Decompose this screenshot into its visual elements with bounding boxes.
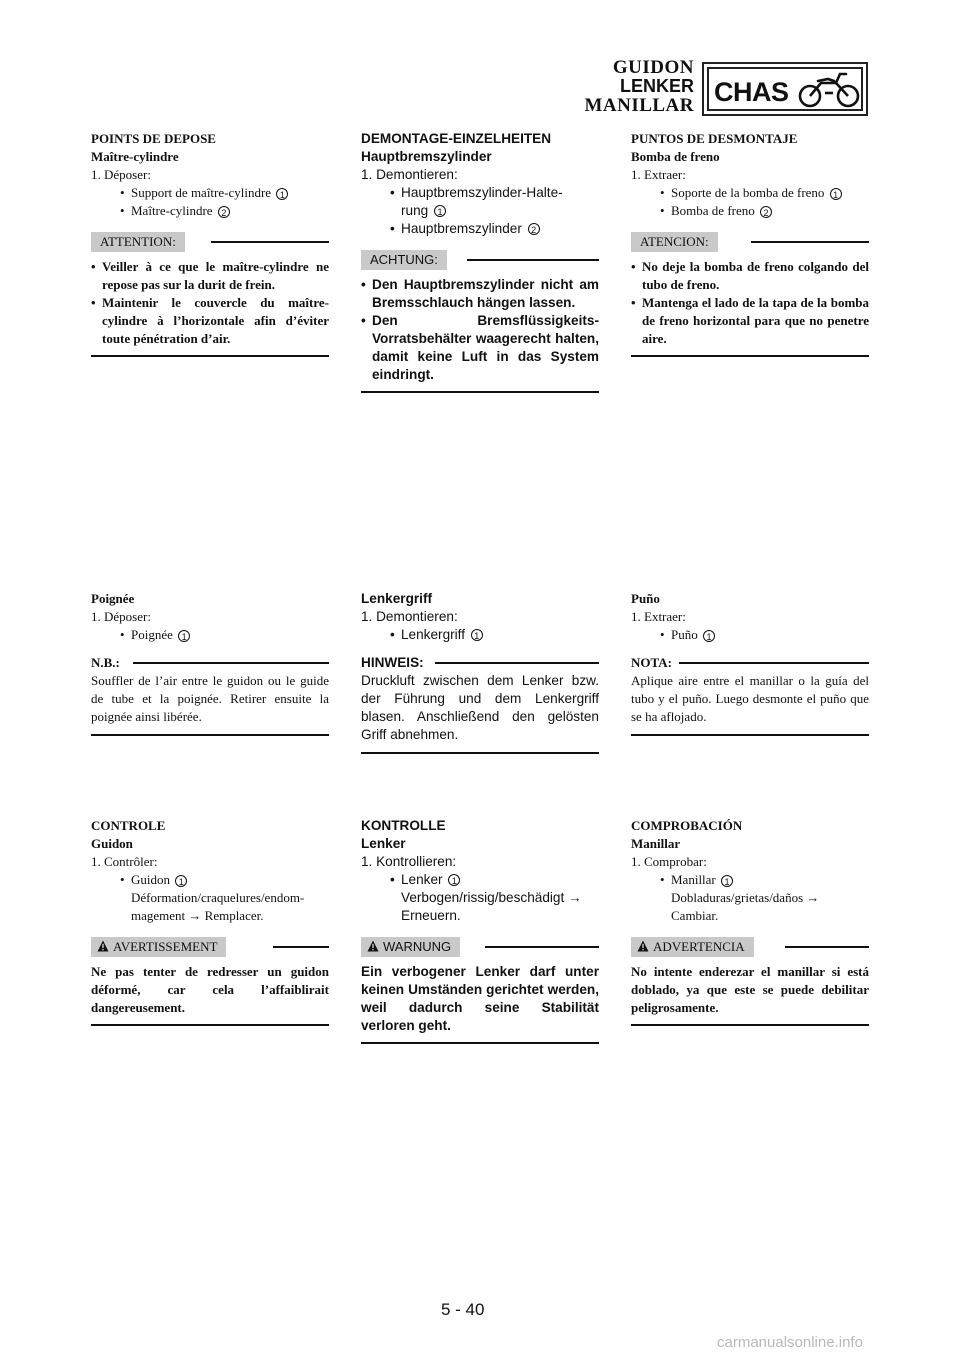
es-heading-sub: Manillar — [631, 836, 681, 851]
fr-detail-line: magement → Remplacer. — [131, 908, 264, 923]
es-caution-body — [631, 258, 869, 348]
es-step: 1. Comprobar: — [631, 854, 707, 869]
callout-number: 1 — [276, 188, 288, 200]
caution-bullet: • Maintenir le couvercle du maître-cylindre à l’horizontale afin d’éviter toute pénétration d’air. — [91, 294, 329, 348]
warning-label: WARNUNG — [383, 939, 452, 954]
rule-line — [91, 1024, 329, 1026]
watermark: carmanualsonline.info — [717, 1334, 863, 1351]
rule-line — [211, 241, 329, 243]
de-detail-line: Verbogen/rissig/beschädigt → — [401, 890, 582, 905]
warning-icon — [97, 940, 109, 952]
title-es: MANILLAR — [584, 95, 694, 116]
fr-bullet-item — [91, 626, 329, 644]
fr-bullet-item — [91, 871, 329, 889]
de-section-check — [361, 817, 599, 1044]
fr-section-check — [91, 817, 329, 1026]
de-heading-sub: Lenker — [361, 836, 406, 851]
fr-section-grip — [91, 590, 329, 736]
de-caution-header — [361, 250, 599, 272]
callout-number: 1 — [175, 875, 187, 887]
de-bullet-continuation — [361, 202, 599, 220]
note-label: HINWEIS: — [361, 654, 430, 672]
es-caution-header — [631, 232, 869, 254]
es-heading-main: PUNTOS DE DESMONTAJE — [631, 131, 798, 146]
fr-caution-header — [91, 232, 329, 254]
de-warning-header — [361, 937, 599, 959]
warning-badge — [91, 937, 226, 957]
es-bullet-text: Manillar — [671, 872, 716, 887]
fr-bullet-text: Guidon — [131, 872, 170, 887]
es-heading-main: COMPROBACIÓN — [631, 818, 743, 833]
es-step: 1. Extraer: — [631, 167, 686, 182]
rule-line — [631, 355, 869, 357]
rule-line — [467, 259, 599, 261]
es-warning-text: No intente enderezar el manillar si está doblado, ya que este se puede debilitar peligrosamente. — [631, 964, 869, 1015]
rule-line — [91, 355, 329, 357]
de-note-text: Druckluft zwischen dem Lenker bzw. der Führung und dem Lenkergriff blasen. Anschließend den gelösten Griff abnehmen. — [361, 673, 599, 742]
rule-line — [679, 662, 869, 664]
header-titles — [584, 58, 694, 115]
es-note-header — [631, 654, 869, 672]
callout-number: 2 — [528, 223, 540, 235]
callout-number: 1 — [448, 874, 460, 886]
rule-line — [631, 734, 869, 736]
caution-bullet: • No deje la bomba de freno colgando del tubo de freno. — [631, 258, 869, 294]
fr-caution-body — [91, 258, 329, 348]
rule-line — [631, 1024, 869, 1026]
de-warning-text: Ein verbogener Lenker darf unter keinen Umständen gerichtet werden, weil dadurch seine Stabilität verloren geht. — [361, 964, 599, 1033]
warning-label: ADVERTENCIA — [653, 939, 745, 954]
de-note-header — [361, 654, 599, 672]
fr-note-header — [91, 654, 329, 672]
es-section-check — [631, 817, 869, 1026]
fr-bullet-text: Poignée — [131, 627, 173, 642]
de-caution-body — [361, 276, 599, 384]
warning-badge — [631, 937, 754, 957]
callout-number: 1 — [434, 205, 446, 217]
es-heading-sub: Bomba de freno — [631, 149, 720, 164]
fr-bullet-item — [91, 184, 329, 202]
fr-note-text: Souffler de l’air entre le guidon ou le guide de tube et la poignée. Retirer ensuite la poignée ainsi libérée. — [91, 673, 329, 724]
es-bullet-item — [631, 184, 869, 202]
es-detail-line: Cambiar. — [671, 908, 719, 923]
de-heading-main: KONTROLLE — [361, 818, 446, 833]
caution-bullet: • Mantenga el lado de la tapa de la bomba de freno horizontal para que no penetre aire. — [631, 294, 869, 348]
fr-heading-sub: Guidon — [91, 836, 133, 851]
de-step: 1. Demontieren: — [361, 167, 458, 182]
warning-badge — [361, 937, 460, 957]
warning-icon — [367, 940, 379, 952]
callout-number: 1 — [178, 630, 190, 642]
fr-step: 1. Contrôler: — [91, 854, 158, 869]
de-section-removal — [361, 130, 599, 393]
fr-warning-header — [91, 937, 329, 959]
de-bullet-item — [361, 220, 599, 238]
rule-line — [91, 734, 329, 736]
de-bullet-text: Lenkergriff — [401, 627, 465, 642]
fr-warning-text: Ne pas tenter de redresser un guidon déformé, car cela l’affaiblirait dangereusement. — [91, 964, 329, 1015]
de-bullet-text: Lenker — [401, 872, 443, 887]
caution-bullet: • Den Bremsflüssigkeits-Vorratsbehälter waagerecht halten, damit keine Luft in das System eindringt. — [361, 312, 599, 384]
rule-line — [361, 752, 599, 754]
fr-bullet-text: Maître-cylindre — [131, 203, 213, 218]
es-note-text: Aplique aire entre el manillar o la guía del tubo y el puño. Luego desmonte el puño que se ha aflojado. — [631, 673, 869, 724]
rule-line — [751, 241, 869, 243]
caution-badge: ATTENTION: — [91, 232, 185, 252]
rule-line — [361, 391, 599, 393]
es-bullet-text: Soporte de la bomba de freno — [671, 185, 825, 200]
de-bullet-text: rung — [401, 203, 429, 218]
title-fr: GUIDON — [612, 57, 694, 78]
de-bullet-text: Hauptbremszylinder — [401, 221, 522, 236]
rule-line — [133, 662, 329, 664]
de-bullet-item — [361, 871, 599, 889]
caution-bullet: • Den Hauptbremszylinder nicht am Bremsschlauch hängen lassen. — [361, 276, 599, 312]
caution-badge: ACHTUNG: — [361, 250, 447, 270]
de-step: 1. Demontieren: — [361, 609, 458, 624]
section-badge-label: CHAS — [714, 77, 789, 107]
de-heading-main: DEMONTAGE-EINZELHEITEN — [361, 131, 552, 146]
fr-step: 1. Déposer: — [91, 167, 151, 182]
es-bullet-item — [631, 871, 869, 889]
es-bullet-item — [631, 202, 869, 220]
motorcycle-icon — [796, 69, 862, 111]
de-heading-sub: Lenkergriff — [361, 591, 433, 606]
de-step: 1. Kontrollieren: — [361, 854, 457, 869]
de-bullet-item — [361, 184, 599, 202]
note-label: NOTA: — [631, 654, 678, 672]
fr-detail-line: Déformation/craquelures/endom- — [131, 890, 305, 905]
es-detail-line: Dobladuras/grietas/daños → — [671, 890, 820, 905]
es-bullet-item — [631, 626, 869, 644]
de-heading-sub: Hauptbremszylinder — [361, 149, 492, 164]
rule-line — [273, 946, 329, 948]
warning-icon — [637, 940, 649, 952]
fr-bullet-item — [91, 202, 329, 220]
de-section-grip — [361, 590, 599, 754]
es-warning-header — [631, 937, 869, 959]
callout-number: 1 — [703, 630, 715, 642]
es-step: 1. Extraer: — [631, 609, 686, 624]
fr-bullet-text: Support de maître-cylindre — [131, 185, 272, 200]
es-bullet-text: Bomba de freno — [671, 203, 755, 218]
fr-heading-main: CONTROLE — [91, 818, 166, 833]
rule-line — [361, 1042, 599, 1044]
callout-number: 1 — [471, 629, 483, 641]
caution-bullet: • Veiller à ce que le maître-cylindre ne repose pas sur la durit de frein. — [91, 258, 329, 294]
de-bullet-text: Hauptbremszylinder-Halte- — [401, 185, 563, 200]
fr-heading-sub: Poignée — [91, 591, 135, 606]
es-bullet-text: Puño — [671, 627, 698, 642]
page-number: 5 - 40 — [441, 1300, 485, 1319]
title-de: LENKER — [619, 76, 694, 96]
rule-line — [435, 662, 599, 664]
warning-label: AVERTISSEMENT — [113, 939, 218, 954]
fr-step: 1. Déposer: — [91, 609, 151, 624]
callout-number: 2 — [218, 206, 230, 218]
es-heading-sub: Puño — [631, 591, 660, 606]
es-section-grip — [631, 590, 869, 736]
rule-line — [785, 946, 869, 948]
fr-heading-sub: Maître-cylindre — [91, 149, 179, 164]
caution-badge: ATENCION: — [631, 232, 718, 252]
note-label: N.B.: — [91, 654, 126, 672]
callout-number: 1 — [721, 875, 733, 887]
fr-heading-main: POINTS DE DEPOSE — [91, 131, 216, 146]
callout-number: 1 — [830, 188, 842, 200]
es-section-removal — [631, 130, 869, 357]
rule-line — [485, 946, 599, 948]
de-bullet-item — [361, 626, 599, 644]
de-detail-line: Erneuern. — [401, 908, 461, 923]
fr-section-removal — [91, 130, 329, 357]
callout-number: 2 — [760, 206, 772, 218]
